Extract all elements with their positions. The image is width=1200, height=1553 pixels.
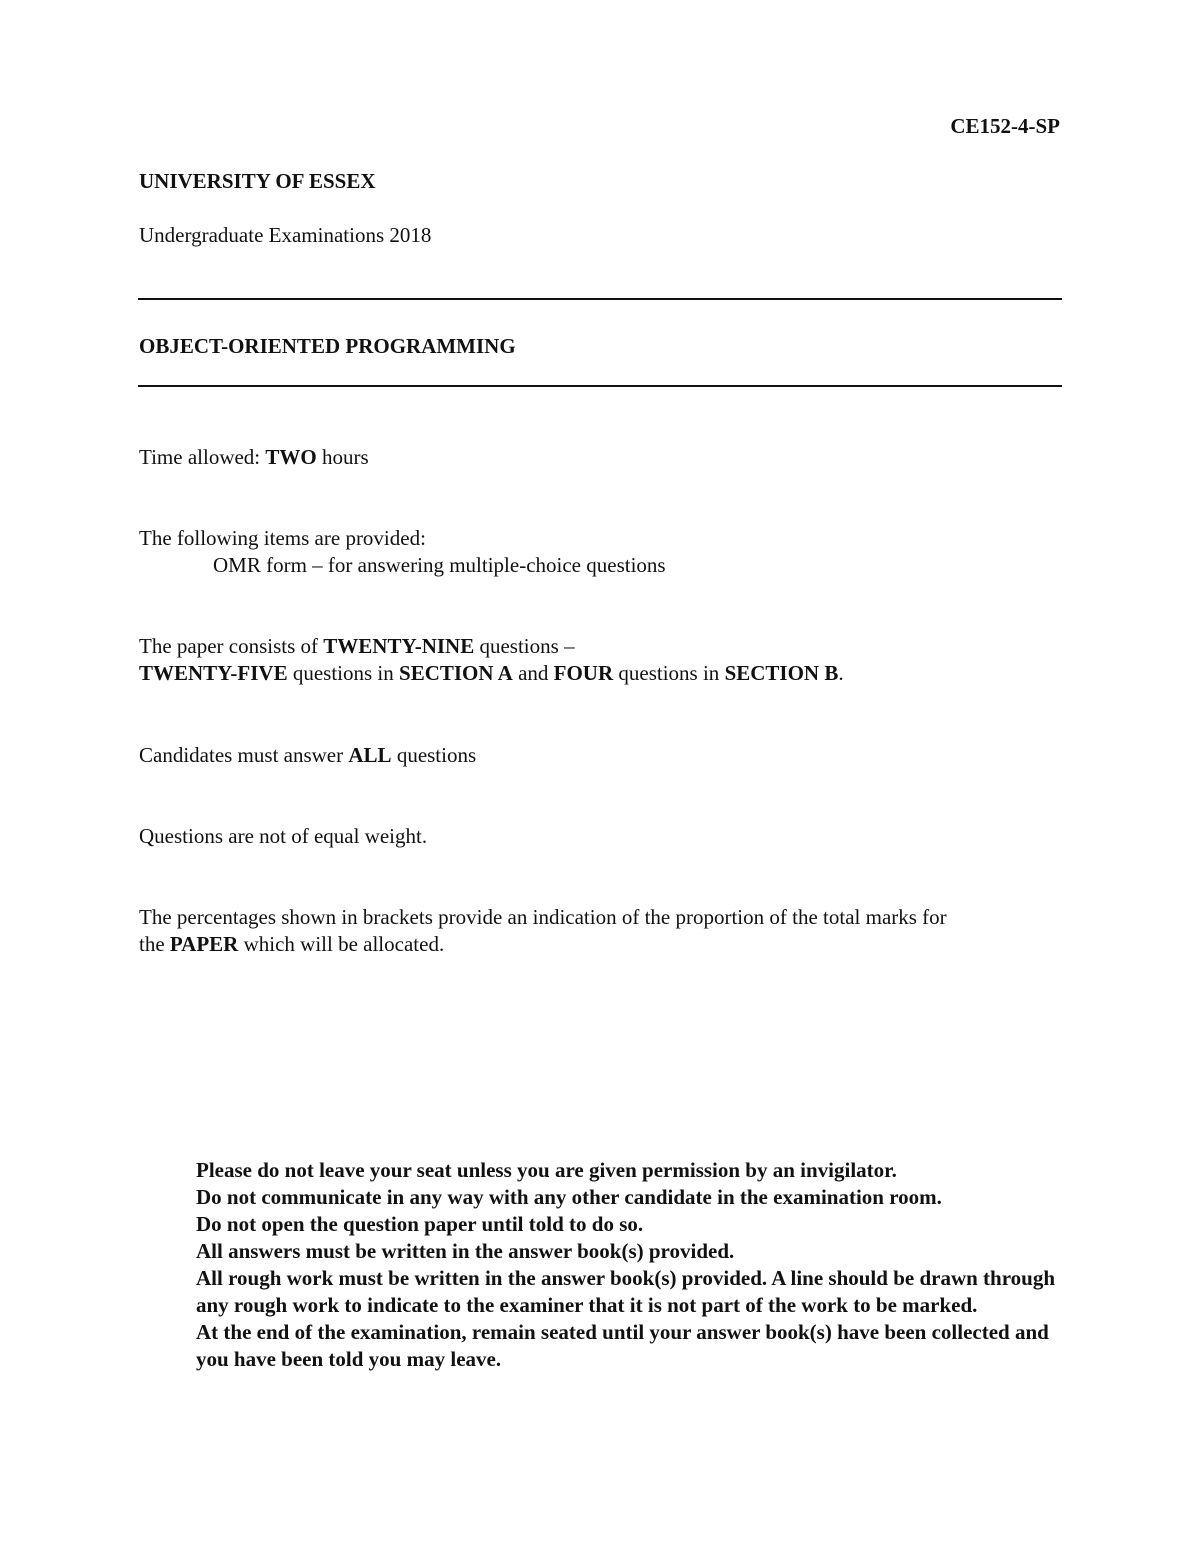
items-provided-intro: The following items are provided:	[139, 526, 426, 550]
time-allowed	[139, 444, 369, 471]
structure-text: and	[512, 661, 554, 685]
structure-total: TWENTY-NINE	[323, 634, 475, 658]
course-title: OBJECT-ORIENTED PROGRAMMING	[139, 334, 516, 358]
top-divider	[138, 298, 1062, 300]
items-provided-item: OMR form – for answering multiple-choice questions	[213, 553, 666, 577]
instruction-item: Do not open the question paper until told to do so.	[196, 1212, 644, 1236]
structure-text: .	[838, 661, 844, 685]
instruction-item: All answers must be written in the answer book(s) provided.	[196, 1239, 735, 1263]
items-provided	[139, 525, 666, 579]
answer-rule-value: ALL	[348, 743, 392, 767]
percentages-bold: PAPER	[169, 932, 239, 956]
structure-text: questions in	[287, 661, 400, 685]
instruction-item: All rough work must be written in the answer book(s) provided. A line should be drawn through any rough work to indicate to the examiner that it is not part of the work to be marked.	[196, 1266, 1056, 1317]
percentages-text: which will be allocated.	[238, 932, 445, 956]
structure-section-a: SECTION A	[399, 661, 513, 685]
instruction-item: Please do not leave your seat unless you are given permission by an invigilator.	[196, 1158, 897, 1182]
answer-rule	[139, 742, 476, 769]
answer-rule-suffix: questions	[391, 743, 477, 767]
university-name: UNIVERSITY OF ESSEX	[139, 169, 376, 193]
structure-text: The paper consists of	[139, 634, 324, 658]
instruction-item: At the end of the examination, remain seated until your answer book(s) have been collected and you have been told you may leave.	[196, 1320, 1049, 1371]
percentages-text: the	[139, 932, 170, 956]
percentages-note-line-2	[139, 931, 1069, 958]
weight-note: Questions are not of equal weight.	[139, 824, 428, 848]
time-allowed-prefix: Time allowed:	[139, 445, 266, 469]
structure-section-b: SECTION B	[724, 661, 839, 685]
structure-text: questions in	[613, 661, 725, 685]
paper-structure	[139, 633, 1069, 687]
paper-structure-line-1	[139, 633, 1069, 660]
percentages-note-line-1: The percentages shown in brackets provide an indication of the proportion of the total marks for	[139, 905, 947, 929]
time-allowed-value: TWO	[265, 445, 317, 469]
paper-code: CE152-4-SP	[950, 114, 1060, 138]
exam-session: Undergraduate Examinations 2018	[139, 223, 432, 247]
structure-text: questions –	[474, 634, 575, 658]
structure-count-a: TWENTY-FIVE	[139, 661, 288, 685]
percentages-note	[139, 904, 1069, 958]
instruction-item: Do not communicate in any way with any other candidate in the examination room.	[196, 1185, 942, 1209]
time-allowed-suffix: hours	[316, 445, 369, 469]
structure-count-b: FOUR	[553, 661, 614, 685]
paper-structure-line-2	[139, 660, 1069, 687]
answer-rule-prefix: Candidates must answer	[139, 743, 349, 767]
exam-instructions	[196, 1157, 1076, 1373]
bottom-divider	[138, 385, 1062, 387]
